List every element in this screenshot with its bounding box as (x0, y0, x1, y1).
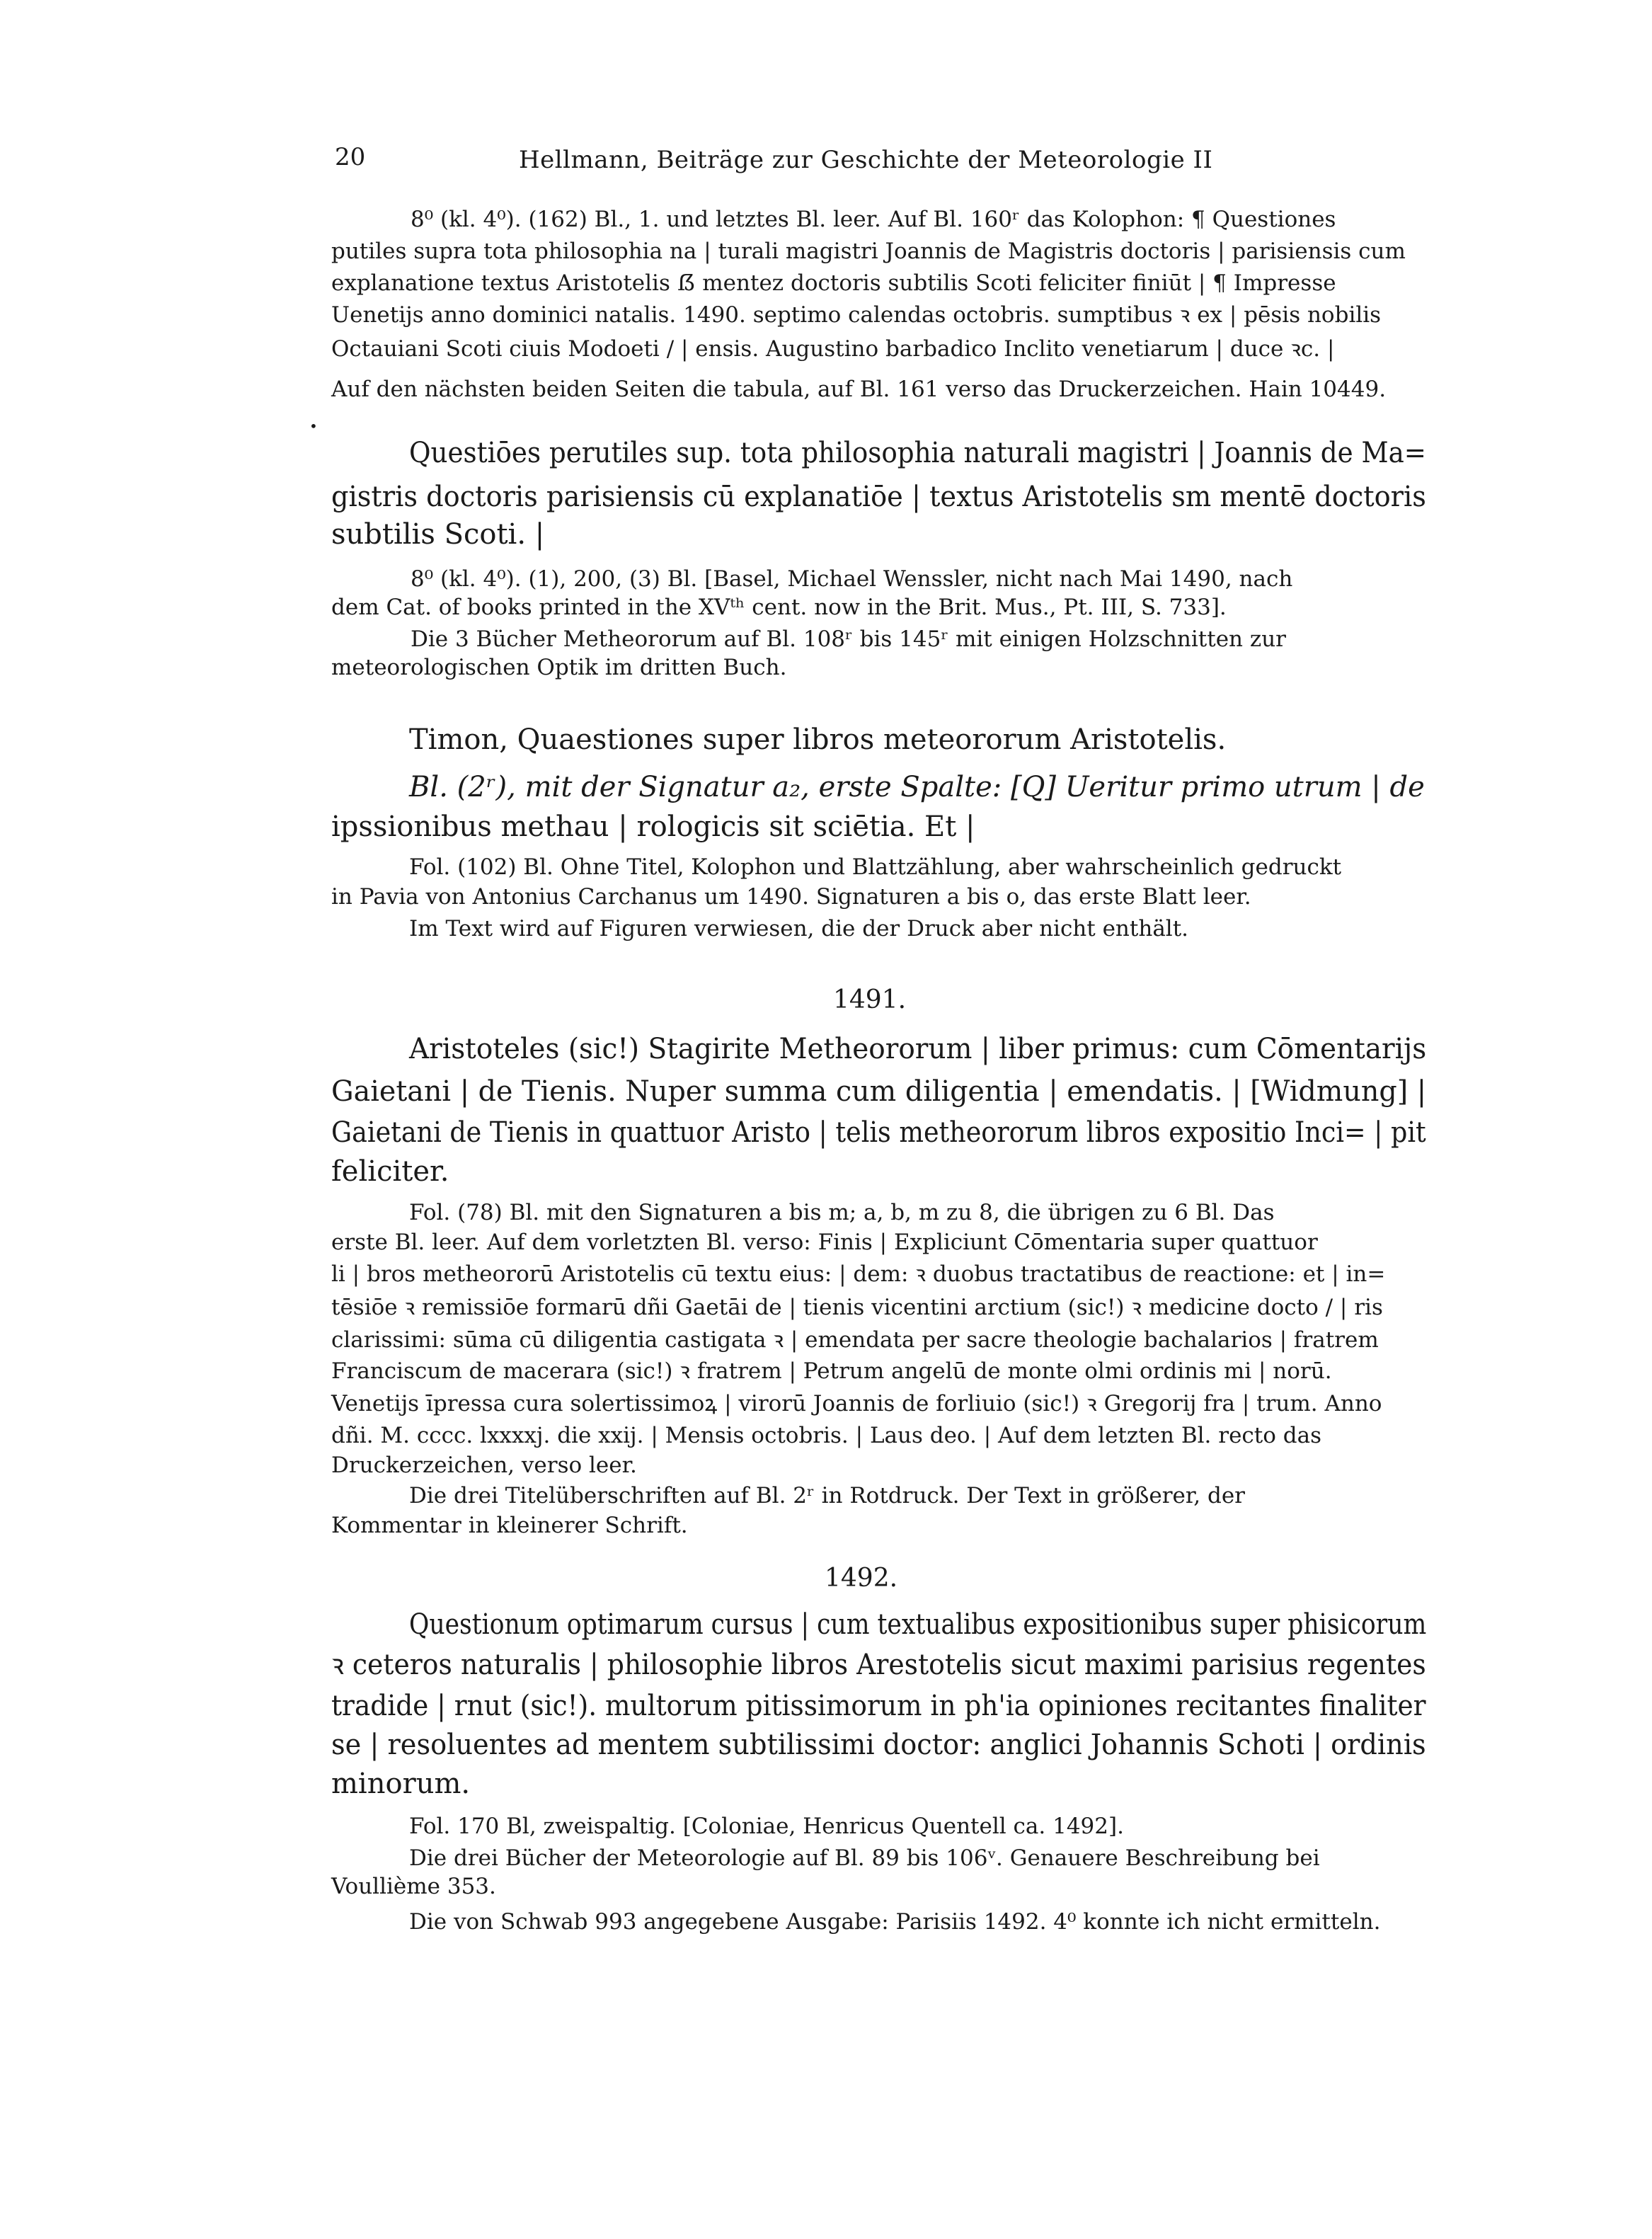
entry5-title-line: tradide | rnut (sic!). multorum pitissimorum in ph'ia opiniones recitantes finaliter (331, 1690, 1426, 1722)
entry3-line: Im Text wird auf Figuren verwiesen, die der Druck aber nicht enthält. (409, 916, 1189, 941)
entry4-line: Fol. (78) Bl. mit den Signaturen a bis m; a, b, m zu 8, die übrigen zu 6 Bl. Das (409, 1200, 1275, 1225)
entry3-line: Fol. (102) Bl. Ohne Titel, Kolophon und Blattzählung, aber wahrscheinlich gedruckt (409, 854, 1342, 880)
stray-dot: • (309, 418, 318, 435)
year-heading-1491: 1491. (833, 985, 907, 1014)
entry5-line: Die drei Bücher der Meteorologie auf Bl. 89 bis 106ᵛ. Genauere Beschreibung bei (409, 1845, 1320, 1871)
entry5-line: Die von Schwab 993 angegebene Ausgabe: Parisiis 1492. 4⁰ konnte ich nicht ermitteln. (409, 1909, 1381, 1935)
page-number: 20 (335, 143, 366, 171)
entry4-line: Kommentar in kleinerer Schrift. (331, 1513, 688, 1538)
entry5-title-line: minorum. (331, 1768, 471, 1800)
entry4-title-line: Gaietani | de Tienis. Nuper summa cum diligentia | emendatis. | [Widmung] | (331, 1075, 1427, 1108)
entry1-line: 8⁰ (kl. 4⁰). (162) Bl., 1. und letztes Bl. leer. Auf Bl. 160ʳ das Kolophon: ¶ Questiones (411, 207, 1336, 232)
entry4-line: Die drei Titelüberschriften auf Bl. 2ʳ in Rotdruck. Der Text in größerer, der (409, 1483, 1245, 1508)
entry5-line: Fol. 170 Bl, zweispaltig. [Coloniae, Henricus Quentell ca. 1492]. (409, 1814, 1124, 1839)
entry1-line: Uenetijs anno dominici natalis. 1490. septimo calendas octobris. sumptibus ꝛ ex | pēsis nobilis (331, 302, 1382, 328)
entry4-line: Venetijs īpressa cura solertissimoꝝ | virorū Joannis de forliuio (sic!) ꝛ Gregorij fra | trum. Anno (331, 1391, 1382, 1416)
entry4-title-line: feliciter. (331, 1155, 449, 1188)
entry3-line: in Pavia von Antonius Carchanus um 1490. Signaturen a bis o, das erste Blatt leer. (331, 884, 1251, 910)
entry4-line: li | bros metheororū Aristotelis cū textu eius: | dem: ꝛ duobus tractatibus de reactione: et | in= (331, 1261, 1386, 1287)
entry3-signature-line: Bl. (2ʳ), mit der Signatur a₂, erste Spalte: [Q] Ueritur primo utrum | de (409, 771, 1425, 803)
entry4-title-line: Gaietani de Tienis in quattuor Aristo | telis metheororum libros expositio Inci= | pit (331, 1116, 1426, 1149)
entry4-title-line: Aristoteles (sic!) Stagirite Metheororum | liber primus: cum Cōmentarijs (409, 1033, 1427, 1065)
entry1-line: Auf den nächsten beiden Seiten die tabula, auf Bl. 161 verso das Druckerzeichen. Hain 10449. (331, 377, 1387, 402)
entry2-line: 8⁰ (kl. 4⁰). (1), 200, (3) Bl. [Basel, Michael Wenssler, nicht nach Mai 1490, nach (411, 566, 1293, 592)
entry3-heading: Timon, Quaestiones super libros meteororum Aristotelis. (409, 723, 1227, 756)
entry2-line: dem Cat. of books printed in the XVᵗʰ cent. now in the Brit. Mus., Pt. III, S. 733]. (331, 595, 1227, 620)
entry1-line: explanatione textus Aristotelis ẞ mentez doctoris subtilis Scoti feliciter finiūt | ¶ Impresse (331, 270, 1336, 296)
year-heading-1492: 1492. (825, 1564, 898, 1593)
entry1-line: putiles supra tota philosophia na | turali magistri Joannis de Magistris doctoris | parisiensis cum (331, 239, 1406, 264)
entry4-line: dñi. M. cccc. lxxxxj. die xxij. | Mensis octobris. | Laus deo. | Auf dem letzten Bl. recto das (331, 1423, 1321, 1448)
entry2-title-line: gistris doctoris parisiensis cū explanatiōe | textus Aristotelis sm mentē doctoris (331, 481, 1426, 513)
entry2-title-line: subtilis Scoti. | (331, 518, 545, 551)
entry4-line: erste Bl. leer. Auf dem vorletzten Bl. verso: Finis | Expliciunt Cōmentaria super quattuor (331, 1230, 1318, 1255)
entry4-line: clarissimi: sūma cū diligentia castigata ꝛ | emendata per sacre theologie bachalarios | fratrem (331, 1327, 1379, 1353)
entry2-line: Die 3 Bücher Metheororum auf Bl. 108ʳ bis 145ʳ mit einigen Holzschnitten zur (411, 626, 1286, 652)
entry3-signature-line: ipssionibus methau | rologicis sit sciētia. Et | (331, 811, 975, 843)
running-title: Hellmann, Beiträge zur Geschichte der Meteorologie II (519, 146, 1213, 174)
entry5-title-line: ꝛ ceteros naturalis | philosophie libros Arestotelis sicut maximi parisius regentes (331, 1649, 1426, 1681)
entry2-line: meteorologischen Optik im dritten Buch. (331, 655, 787, 680)
entry4-line: tēsiōe ꝛ remissiōe formarū dñi Gaetāi de | tienis vicentini arctium (sic!) ꝛ medicine docto / | ris (331, 1295, 1383, 1320)
entry1-line: Octauiani Scoti ciuis Modoeti / | ensis. Augustino barbadico Inclito venetiarum | duce ꝛc. | (331, 336, 1335, 362)
entry2-title-line: Questiōes perutiles sup. tota philosophia naturali magistri | Joannis de Ma= (409, 437, 1426, 469)
entry5-line: Voullième 353. (331, 1874, 496, 1899)
entry5-title-line: Questionum optimarum cursus | cum textualibus expositionibus super phisicorum (409, 1608, 1427, 1641)
entry5-title-line: se | resoluentes ad mentem subtilissimi doctor: anglici Johannis Schoti | ordinis (331, 1729, 1426, 1761)
entry4-line: Druckerzeichen, verso leer. (331, 1453, 637, 1478)
entry4-line: Franciscum de macerara (sic!) ꝛ fratrem | Petrum angelū de monte olmi ordinis mi | norū. (331, 1358, 1332, 1384)
